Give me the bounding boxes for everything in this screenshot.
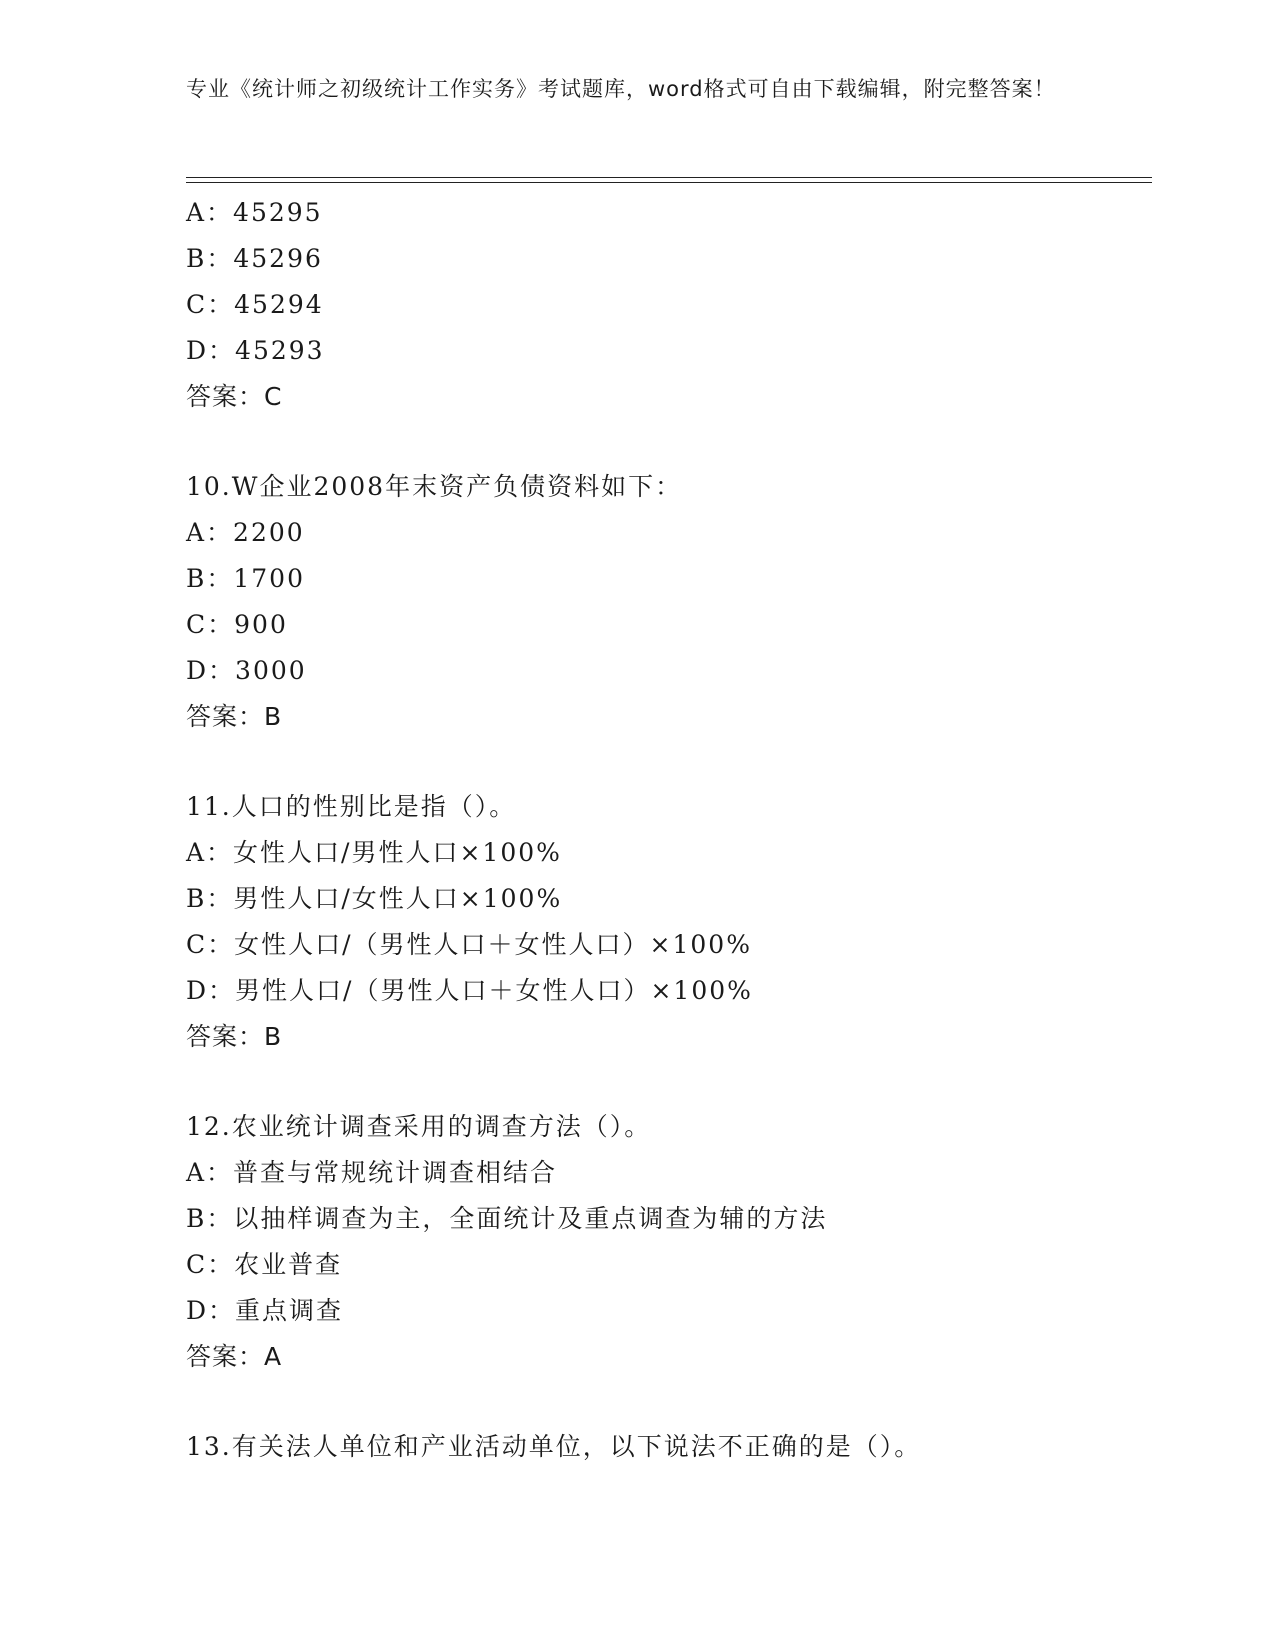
- page-header: 专业《统计师之初级统计工作实务》考试题库，word格式可自由下载编辑，附完整答案！: [186, 77, 1056, 101]
- answer: 答案：B: [186, 702, 283, 731]
- question-text: 12.农业统计调查采用的调查方法（）。: [186, 1112, 652, 1141]
- answer: 答案：B: [186, 1022, 283, 1051]
- option-d: D：重点调查: [186, 1296, 344, 1325]
- question-block-13: [186, 1424, 1152, 1470]
- option-c: C：45294: [186, 290, 324, 319]
- option-a: A：45295: [186, 198, 323, 227]
- question-block-9: [186, 190, 1152, 420]
- question-block-10: [186, 464, 1152, 740]
- option-d: D：男性人口/（男性人口＋女性人口）×100%: [186, 976, 753, 1005]
- question-text: 10.W企业2008年末资产负债资料如下：: [186, 472, 683, 501]
- answer: 答案：A: [186, 1342, 283, 1371]
- option-b: B：45296: [186, 244, 323, 273]
- option-c: C：900: [186, 610, 288, 639]
- option-a: A：普查与常规统计调查相结合: [186, 1158, 558, 1187]
- option-d: D：45293: [186, 336, 325, 365]
- option-b: B：1700: [186, 564, 305, 593]
- answer: 答案：C: [186, 382, 283, 411]
- option-a: A：2200: [186, 518, 305, 547]
- question-list: [186, 190, 1152, 1470]
- question-block-12: [186, 1104, 1152, 1380]
- option-c: C：农业普查: [186, 1250, 343, 1279]
- option-b: B：以抽样调查为主，全面统计及重点调查为辅的方法: [186, 1204, 828, 1233]
- question-text: 11.人口的性别比是指（）。: [186, 792, 517, 821]
- question-block-11: [186, 784, 1152, 1060]
- option-d: D：3000: [186, 656, 307, 685]
- header-divider: [186, 177, 1152, 183]
- option-c: C：女性人口/（男性人口＋女性人口）×100%: [186, 930, 752, 959]
- option-b: B：男性人口/女性人口×100%: [186, 884, 563, 913]
- option-a: A：女性人口/男性人口×100%: [186, 838, 562, 867]
- question-text: 13.有关法人单位和产业活动单位，以下说法不正确的是（）。: [186, 1432, 922, 1461]
